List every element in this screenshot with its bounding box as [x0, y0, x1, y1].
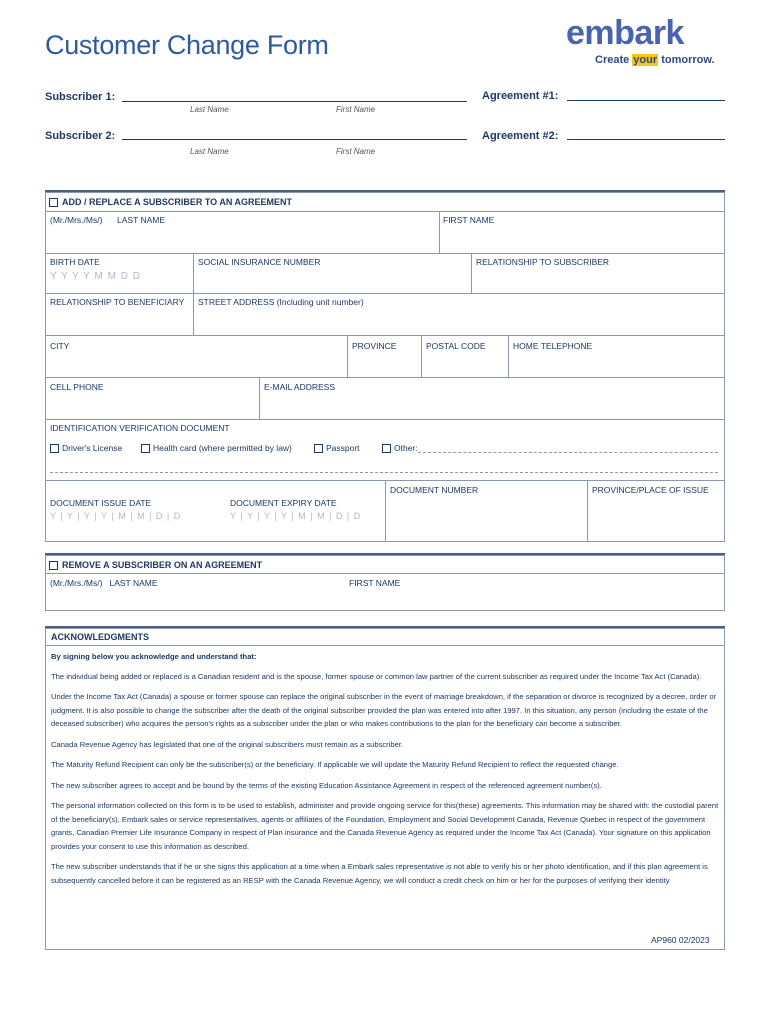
- last-name-caption: Last Name: [190, 105, 229, 114]
- agreement-2-field[interactable]: [567, 139, 725, 140]
- logo-word: embark: [566, 14, 684, 52]
- add-section-heading: ADD / REPLACE A SUBSCRIBER TO AN AGREEMENT: [49, 197, 292, 207]
- embark-logo: [562, 14, 722, 70]
- province-of-issue-label: PROVINCE/PLACE OF ISSUE: [592, 485, 709, 495]
- city-label: CITY: [50, 341, 70, 351]
- province-label: PROVINCE: [352, 341, 397, 351]
- add-section-checkbox[interactable]: [49, 198, 58, 207]
- issue-date-field[interactable]: Y | Y | Y | Y | M | M | D | D: [50, 511, 182, 521]
- cell-phone-label: CELL PHONE: [50, 382, 104, 392]
- birth-date-field[interactable]: Y Y Y Y M M D D: [50, 271, 141, 282]
- id-document-label: IDENTIFICATION VERIFICATION DOCUMENT: [50, 423, 230, 433]
- issue-date-label: DOCUMENT ISSUE DATE: [50, 498, 152, 508]
- ack-paragraph: Under the Income Tax Act (Canada) a spouse or former spouse can replace the original subscriber in the event of marriage breakdown, if the separation or divorce is recognized by a decree, order or judgment. It is also possible to change the subscriber after the death of the original subscriber provided the plan was entered into after 1997. In this situation, any person (including the estate of the deceased subscriber) who acquires the person's rights as a subscriber under the plan or who makes contributions to the plan for the beneficiary can become a subscriber.: [51, 692, 717, 728]
- postal-code-label: POSTAL CODE: [426, 341, 486, 351]
- agreement-1-label: Agreement #1:: [482, 90, 559, 102]
- last-name-caption: Last Name: [190, 147, 229, 156]
- expiry-date-field[interactable]: Y | Y | Y | Y | M | M | D | D: [230, 511, 362, 521]
- remove-first-name-label: FIRST NAME: [349, 578, 401, 588]
- other-document-field[interactable]: [418, 452, 718, 453]
- option-passport[interactable]: Passport: [314, 443, 360, 453]
- id-document-line[interactable]: [50, 472, 718, 473]
- remove-section-checkbox[interactable]: [49, 561, 58, 570]
- first-name-caption: First Name: [336, 147, 376, 156]
- agreement-2-label: Agreement #2:: [482, 130, 559, 142]
- ack-paragraph: Canada Revenue Agency has legislated that one of the original subscribers must remain as a subscriber.: [51, 739, 404, 749]
- first-name-label: FIRST NAME: [443, 215, 495, 225]
- option-other[interactable]: Other:: [382, 443, 418, 453]
- expiry-date-label: DOCUMENT EXPIRY DATE: [230, 498, 337, 508]
- relationship-beneficiary-label: RELATIONSHIP TO BENEFICIARY: [50, 297, 185, 307]
- logo-tagline: Create your tomorrow.: [595, 54, 715, 66]
- acknowledgments-heading: ACKNOWLEDGMENTS: [51, 632, 149, 642]
- street-address-label: STREET ADDRESS (Including unit number): [198, 297, 364, 307]
- form-code: AP960 02/2023: [651, 935, 710, 945]
- sin-label: SOCIAL INSURANCE NUMBER: [198, 257, 321, 267]
- first-name-caption: First Name: [336, 105, 376, 114]
- subscriber-2-field[interactable]: [122, 139, 467, 140]
- last-name-label: LAST NAME: [117, 215, 166, 225]
- option-drivers-license[interactable]: Driver's License: [50, 443, 122, 453]
- relationship-subscriber-label: RELATIONSHIP TO SUBSCRIBER: [476, 257, 610, 267]
- email-label: E-MAIL ADDRESS: [264, 382, 336, 392]
- ack-paragraph: The individual being added or replaced is a Canadian resident and is the spouse, former spouse or common law partner of the current subscriber as required under the Income Tax Act (Canada).: [51, 671, 702, 681]
- acknowledgments-text: [51, 650, 719, 894]
- document-number-label: DOCUMENT NUMBER: [390, 485, 479, 495]
- title-prefix-label: (Mr./Mrs./Ms/): [50, 215, 103, 225]
- ack-paragraph: The Maturity Refund Recipient can only be the subscriber(s) or the beneficiary. If applicable we will update the Maturity Refund Recipient to reflect the requested change.: [51, 760, 619, 769]
- ack-paragraph: The personal information collected on this form is to be used to establish, administer and provide ongoing service for this(these) agreements. This information may be shared with: the custodial parent of the beneficiary(s), Embark sales or service representatives, agents or affiliates of the Foundation, Employment and Social Development Canada, Revenue Quebec in respect of the government grants, Canadian Premier Life Insurance Company in respect of Plan insurance and the Canada Revenue Agency as required under the Income Tax Act (Canada). Your signature on this application provides your consent to use this information as described.: [51, 801, 719, 851]
- subscriber-1-field[interactable]: [122, 101, 467, 102]
- ack-paragraph: The new subscriber agrees to accept and be bound by the terms of the existing Education Assistance Agreement in respect of the referenced agreement number(s).: [51, 780, 602, 790]
- home-telephone-label: HOME TELEPHONE: [513, 341, 593, 351]
- form-title: Customer Change Form: [45, 30, 329, 60]
- remove-section-heading: REMOVE A SUBSCRIBER ON AN AGREEMENT: [49, 560, 262, 570]
- option-health-card[interactable]: Health card (where permitted by law): [141, 443, 292, 453]
- subscriber-2-label: Subscriber 2:: [45, 130, 116, 142]
- birth-date-label: BIRTH DATE: [50, 257, 100, 267]
- ack-intro: By signing below you acknowledge and understand that:: [51, 652, 257, 661]
- ack-paragraph: The new subscriber understands that if he or she signs this application at a time when a Embark sales representative is not able to verify his or her photo identification, and if this plan agreement is subsequently cancelled before it can be registered as an RESP with the Canada Revenue Agency, we will conduct a credit check on him or her for the purposes of verifying their identity: [51, 862, 708, 885]
- subscriber-1-label: Subscriber 1:: [45, 91, 116, 103]
- remove-last-name-label: (Mr./Mrs./Ms/) LAST NAME: [50, 578, 158, 588]
- agreement-1-field[interactable]: [567, 100, 725, 101]
